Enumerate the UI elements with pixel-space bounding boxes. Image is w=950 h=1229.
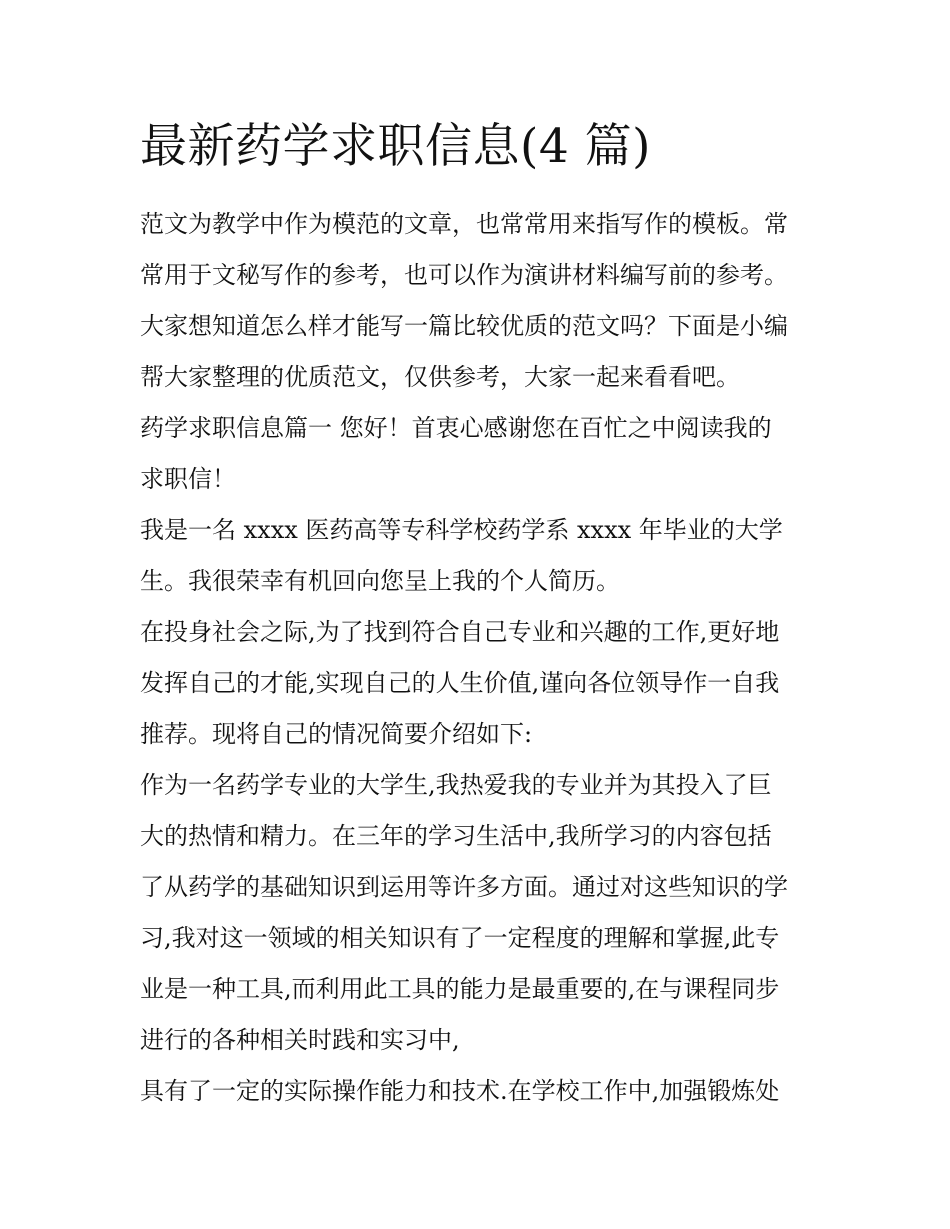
text-line: 我是一名 xxxx 医药高等专科学校药学系 xxxx 年毕业的大学 bbox=[140, 516, 783, 544]
text-line: 具有了一定的实际操作能力和技术.在学校工作中,加强锻炼处 bbox=[140, 1077, 780, 1105]
text-line: 业是一种工具,而利用此工具的能力是最重要的,在与课程同步 bbox=[140, 975, 780, 1003]
text-line: 在投身社会之际,为了找到符合自己专业和兴趣的工作,更好地 bbox=[140, 618, 780, 646]
text-line: 进行的各种相关时践和实习中, bbox=[140, 1026, 460, 1054]
text-line: 作为一名药学专业的大学生,我热爱我的专业并为其投入了巨 bbox=[140, 771, 772, 799]
text-line: 推荐。现将自己的情况简要介绍如下: bbox=[140, 720, 533, 748]
body-text bbox=[140, 199, 812, 1117]
text-line: 范文为教学中作为模范的文章，也常常用来指写作的模板。常 bbox=[140, 210, 788, 238]
text-line: 求职信！ bbox=[140, 465, 236, 493]
text-line: 习,我对这一领域的相关知识有了一定程度的理解和掌握,此专 bbox=[140, 924, 780, 952]
text-line: 生。我很荣幸有机回向您呈上我的个人简历。 bbox=[140, 567, 620, 595]
text-line: 帮大家整理的优质范文，仅供参考，大家一起来看看吧。 bbox=[140, 363, 740, 391]
text-line: 了从药学的基础知识到运用等许多方面。通过对这些知识的学 bbox=[140, 873, 788, 901]
text-line: 药学求职信息篇一 您好！首衷心感谢您在百忙之中阅读我的 bbox=[140, 414, 772, 442]
text-line: 发挥自己的才能,实现自己的人生价值,谨向各位领导作一自我 bbox=[140, 669, 780, 697]
page-title: 最新药学求职信息(4 篇) bbox=[140, 119, 652, 174]
text-line: 大的热情和精力。在三年的学习生活中,我所学习的内容包括 bbox=[140, 822, 772, 850]
text-line: 常用于文秘写作的参考，也可以作为演讲材料编写前的参考。 bbox=[140, 261, 788, 289]
text-line: 大家想知道怎么样才能写一篇比较优质的范文吗？下面是小编 bbox=[140, 312, 788, 340]
